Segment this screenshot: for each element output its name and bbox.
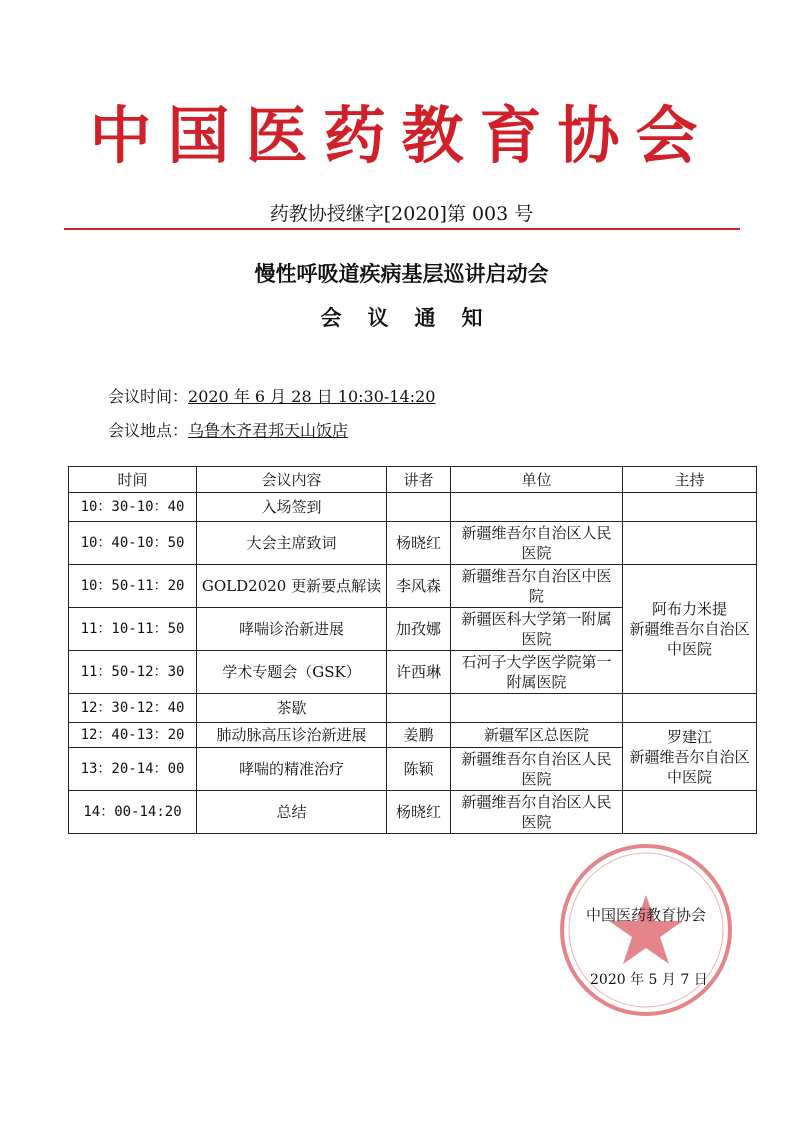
row-time: 14：00-14:20 (69, 791, 197, 834)
table-header-row (69, 467, 757, 493)
table-row (69, 694, 757, 723)
row-time: 10：40-10：50 (69, 522, 197, 565)
row-host-empty (623, 694, 757, 723)
meeting-time-value: 2020 年 6 月 28 日 10:30-14:20 (188, 387, 436, 406)
signature-date: 2020 年 5 月 7 日 (590, 972, 708, 988)
document-number: 药教协授继字[2020]第 003 号 (269, 203, 534, 225)
row-unit (451, 493, 623, 522)
row-host-empty (623, 493, 757, 522)
row-time: 11：10-11：50 (69, 608, 197, 651)
header-time: 时间 (69, 467, 197, 493)
meeting-place-label: 会议地点： (108, 421, 189, 440)
meeting-place (108, 420, 348, 442)
row-unit: 新疆军区总医院 (451, 723, 623, 748)
meeting-title: 慢性呼吸道疾病基层巡讲启动会 (254, 261, 549, 286)
host-name: 阿布力米提 (651, 600, 727, 618)
row-content: 入场签到 (197, 493, 387, 522)
row-unit: 新疆医科大学第一附属医院 (451, 608, 623, 651)
row-content: 大会主席致词 (197, 522, 387, 565)
host-name: 罗建江 (666, 727, 712, 746)
table-row (69, 791, 757, 834)
row-content: 学术专题会（GSK） (197, 651, 387, 694)
row-unit (451, 694, 623, 723)
row-content: 肺动脉高压诊治新进展 (197, 723, 387, 748)
row-host-empty (623, 522, 757, 565)
row-unit: 新疆维吾尔自治区中医院 (451, 565, 623, 608)
host-cell (623, 723, 757, 791)
row-speaker: 陈颖 (387, 748, 451, 791)
table-row (69, 522, 757, 565)
row-speaker (387, 493, 451, 522)
table-row (69, 493, 757, 522)
header-host: 主持 (623, 467, 757, 493)
row-host-empty (623, 791, 757, 834)
header-unit: 单位 (451, 467, 623, 493)
row-speaker: 加孜娜 (387, 608, 451, 651)
header-content: 会议内容 (197, 467, 387, 493)
row-time: 10：30-10：40 (69, 493, 197, 522)
row-time: 10：50-11：20 (69, 565, 197, 608)
row-content: 哮喘的精准治疗 (197, 748, 387, 791)
row-time: 11：50-12：30 (69, 651, 197, 694)
row-speaker: 杨晓红 (387, 522, 451, 565)
row-speaker: 杨晓红 (387, 791, 451, 834)
row-content: 哮喘诊治新进展 (197, 608, 387, 651)
table-row (69, 565, 757, 608)
row-speaker (387, 694, 451, 723)
meeting-place-value: 乌鲁木齐君邦天山饭店 (188, 421, 349, 440)
table-row (69, 723, 757, 748)
host-unit: 新疆维吾尔自治区中医院 (629, 747, 750, 786)
row-time: 12：30-12：40 (69, 694, 197, 723)
host-cell (623, 565, 757, 694)
notice-title: 会议通知 (320, 305, 509, 330)
row-content: 茶歇 (197, 694, 387, 723)
masthead: 中国医药教育协会 (89, 99, 714, 172)
row-unit: 新疆维吾尔自治区人民医院 (451, 748, 623, 791)
official-seal (556, 840, 736, 1020)
row-time: 12：40-13：20 (69, 723, 197, 748)
row-unit: 新疆维吾尔自治区人民医院 (451, 791, 623, 834)
meeting-time (108, 386, 435, 408)
header-speaker: 讲者 (387, 467, 451, 493)
row-content: 总结 (197, 791, 387, 834)
row-time: 13：20-14：00 (69, 748, 197, 791)
row-speaker: 姜鹏 (387, 723, 451, 748)
schedule-table (68, 466, 757, 834)
row-speaker: 李风森 (387, 565, 451, 608)
row-content: GOLD2020 更新要点解读 (197, 565, 387, 608)
row-unit: 石河子大学医学院第一附属医院 (451, 651, 623, 694)
row-unit: 新疆维吾尔自治区人民医院 (451, 522, 623, 565)
row-speaker: 许西琳 (387, 651, 451, 694)
meeting-time-label: 会议时间： (108, 387, 189, 406)
signature-org: 中国医药教育协会 (586, 906, 707, 924)
host-unit: 新疆维吾尔自治区中医院 (629, 620, 750, 658)
red-divider (64, 228, 740, 230)
